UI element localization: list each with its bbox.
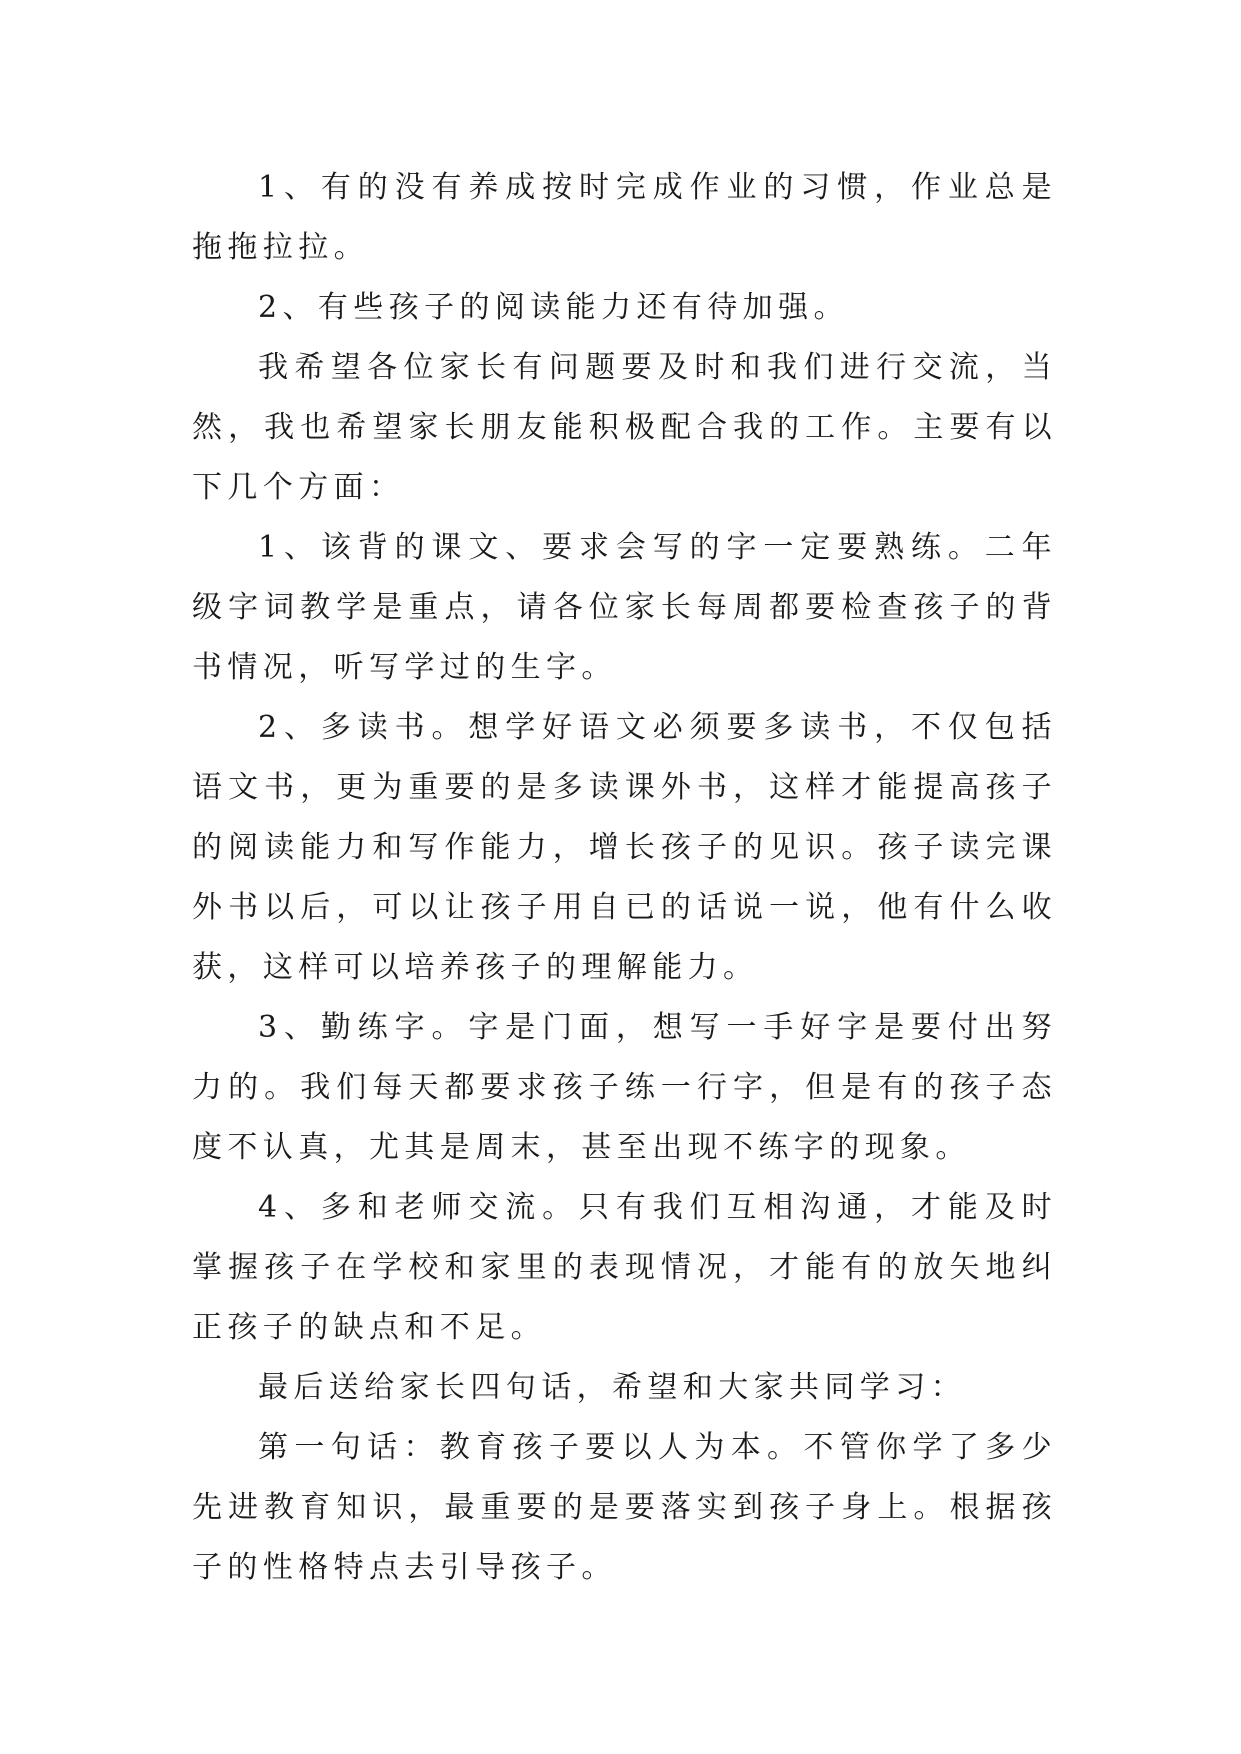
paragraph-point-reading: 2、多读书。想学好语文必须要多读书，不仅包括语文书，更为重要的是多读课外书，这样才能提高孩子的阅读能力和写作能力，增长孩子的见识。孩子读完课外书以后，可以让孩子用自已的话说一说，他有什么收获，这样可以培养孩子的理解能力。 bbox=[192, 710, 1057, 985]
paragraph-habit-issue: 1、有的没有养成按时完成作业的习惯，作业总是拖拖拉拉。 bbox=[192, 170, 1057, 265]
paragraph-reading-issue: 2、有些孩子的阅读能力还有待加强。 bbox=[258, 290, 849, 325]
document-body bbox=[192, 158, 1057, 1598]
paragraph-parent-request: 我希望各位家长有问题要及时和我们进行交流，当然，我也希望家长朋友能积极配合我的工作。主要有以下几个方面： bbox=[192, 350, 1057, 505]
paragraph-closing-intro: 最后送给家长四句话，希望和大家共同学习： bbox=[258, 1370, 966, 1405]
paragraph-first-saying: 第一句话：教育孩子要以人为本。不管你学了多少先进教育知识，最重要的是要落实到孩子身上。根据孩子的性格特点去引导孩子。 bbox=[192, 1430, 1057, 1585]
paragraph-point-communication: 4、多和老师交流。只有我们互相沟通，才能及时掌握孩子在学校和家里的表现情况，才能有的放矢地纠正孩子的缺点和不足。 bbox=[192, 1190, 1057, 1345]
paragraph-point-handwriting: 3、勤练字。字是门面，想写一手好字是要付出努力的。我们每天都要求孩子练一行字，但是有的孩子态度不认真，尤其是周末，甚至出现不练字的现象。 bbox=[192, 1010, 1057, 1165]
paragraph-point-recitation: 1、该背的课文、要求会写的字一定要熟练。二年级字词教学是重点，请各位家长每周都要检查孩子的背书情况，听写学过的生字。 bbox=[192, 530, 1057, 685]
